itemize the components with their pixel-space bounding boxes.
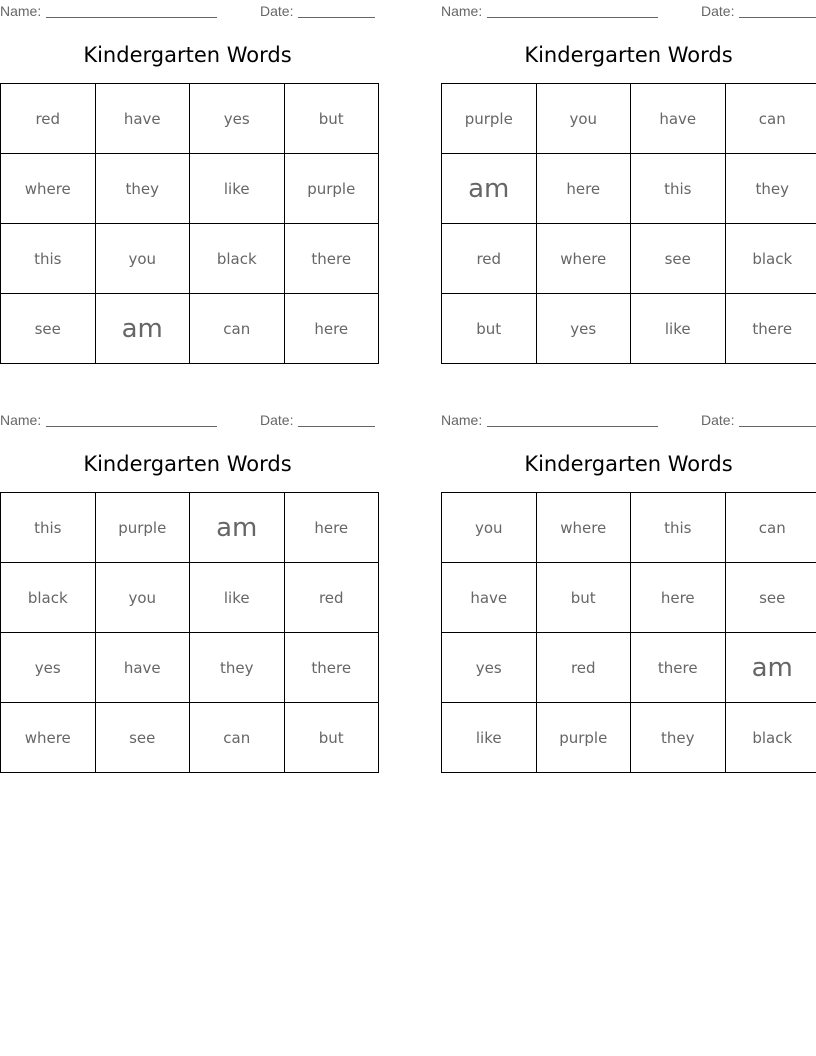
word-cell: yes [536, 294, 631, 364]
word-cell: see [1, 294, 96, 364]
word-cell: but [536, 563, 631, 633]
word-cell: black [1, 563, 96, 633]
word-grid [0, 492, 379, 773]
word-cell: you [95, 563, 190, 633]
name-blank-line [487, 426, 658, 427]
word-cell: yes [1, 633, 96, 703]
word-cell: this [1, 493, 96, 563]
name-blank-line [46, 426, 217, 427]
name-date-header [441, 3, 816, 19]
word-cell: can [190, 703, 285, 773]
word-cell: black [725, 703, 816, 773]
word-cell: have [95, 84, 190, 154]
grid-row [442, 294, 816, 364]
card-title: Kindergarten Words [83, 43, 292, 67]
word-cell: where [536, 493, 631, 563]
date-blank-line [739, 17, 816, 18]
word-cell: where [1, 154, 96, 224]
word-cell: here [284, 493, 379, 563]
date-blank-line [298, 17, 375, 18]
card-title: Kindergarten Words [524, 43, 733, 67]
date-label: Date: [701, 412, 735, 428]
word-cell: purple [95, 493, 190, 563]
grid-row [1, 703, 379, 773]
word-cell: yes [190, 84, 285, 154]
word-cell: they [631, 703, 726, 773]
word-grid [0, 83, 379, 364]
word-cell: where [536, 224, 631, 294]
word-cell: have [442, 563, 537, 633]
word-cell: there [631, 633, 726, 703]
name-label: Name: [441, 412, 483, 428]
word-cell: here [284, 294, 379, 364]
word-cell: this [1, 224, 96, 294]
word-cell: here [631, 563, 726, 633]
word-cell: can [190, 294, 285, 364]
word-cell: but [442, 294, 537, 364]
word-cell: can [725, 493, 816, 563]
word-cell: purple [536, 703, 631, 773]
date-blank-line [739, 426, 816, 427]
word-cell: they [725, 154, 816, 224]
grid-row [1, 154, 379, 224]
word-cell: have [95, 633, 190, 703]
word-grid [441, 83, 816, 364]
word-cell: red [536, 633, 631, 703]
word-cell: this [631, 154, 726, 224]
grid-row [1, 493, 379, 563]
date-blank-line [298, 426, 375, 427]
bingo-card-2 [441, 0, 816, 364]
name-date-header [441, 412, 816, 428]
name-label: Name: [0, 3, 42, 19]
grid-row [442, 224, 816, 294]
word-cell: red [442, 224, 537, 294]
grid-row [442, 563, 816, 633]
name-date-header [0, 412, 375, 428]
name-blank-line [487, 17, 658, 18]
word-cell: can [725, 84, 816, 154]
grid-row [1, 84, 379, 154]
word-grid [441, 492, 816, 773]
word-cell: there [284, 224, 379, 294]
word-cell: have [631, 84, 726, 154]
word-cell: you [442, 493, 537, 563]
name-date-header [0, 3, 375, 19]
date-label: Date: [260, 3, 294, 19]
word-cell: there [725, 294, 816, 364]
word-cell: they [190, 633, 285, 703]
bingo-card-3 [0, 409, 375, 773]
word-cell-large: am [725, 633, 816, 703]
word-cell: here [536, 154, 631, 224]
word-cell: there [284, 633, 379, 703]
bingo-card-1 [0, 0, 375, 364]
date-label: Date: [701, 3, 735, 19]
grid-row [442, 633, 816, 703]
name-blank-line [46, 17, 217, 18]
date-label: Date: [260, 412, 294, 428]
grid-row [1, 633, 379, 703]
word-cell: purple [442, 84, 537, 154]
word-cell: they [95, 154, 190, 224]
word-cell: see [725, 563, 816, 633]
word-cell-large: am [190, 493, 285, 563]
word-cell: red [1, 84, 96, 154]
word-cell: like [631, 294, 726, 364]
name-label: Name: [441, 3, 483, 19]
word-cell: black [190, 224, 285, 294]
grid-row [442, 84, 816, 154]
word-cell: where [1, 703, 96, 773]
word-cell: black [725, 224, 816, 294]
card-title: Kindergarten Words [83, 452, 292, 476]
grid-row [442, 703, 816, 773]
word-cell-large: am [95, 294, 190, 364]
grid-row [442, 493, 816, 563]
grid-row [1, 563, 379, 633]
word-cell: but [284, 84, 379, 154]
word-cell: you [95, 224, 190, 294]
bingo-card-4 [441, 409, 816, 773]
word-cell: see [631, 224, 726, 294]
name-label: Name: [0, 412, 42, 428]
grid-row [1, 294, 379, 364]
word-cell: see [95, 703, 190, 773]
grid-row [1, 224, 379, 294]
word-cell-large: am [442, 154, 537, 224]
word-cell: like [442, 703, 537, 773]
word-cell: purple [284, 154, 379, 224]
word-cell: this [631, 493, 726, 563]
grid-row [442, 154, 816, 224]
word-cell: red [284, 563, 379, 633]
word-cell: like [190, 563, 285, 633]
word-cell: you [536, 84, 631, 154]
word-cell: yes [442, 633, 537, 703]
card-title: Kindergarten Words [524, 452, 733, 476]
word-cell: like [190, 154, 285, 224]
word-cell: but [284, 703, 379, 773]
